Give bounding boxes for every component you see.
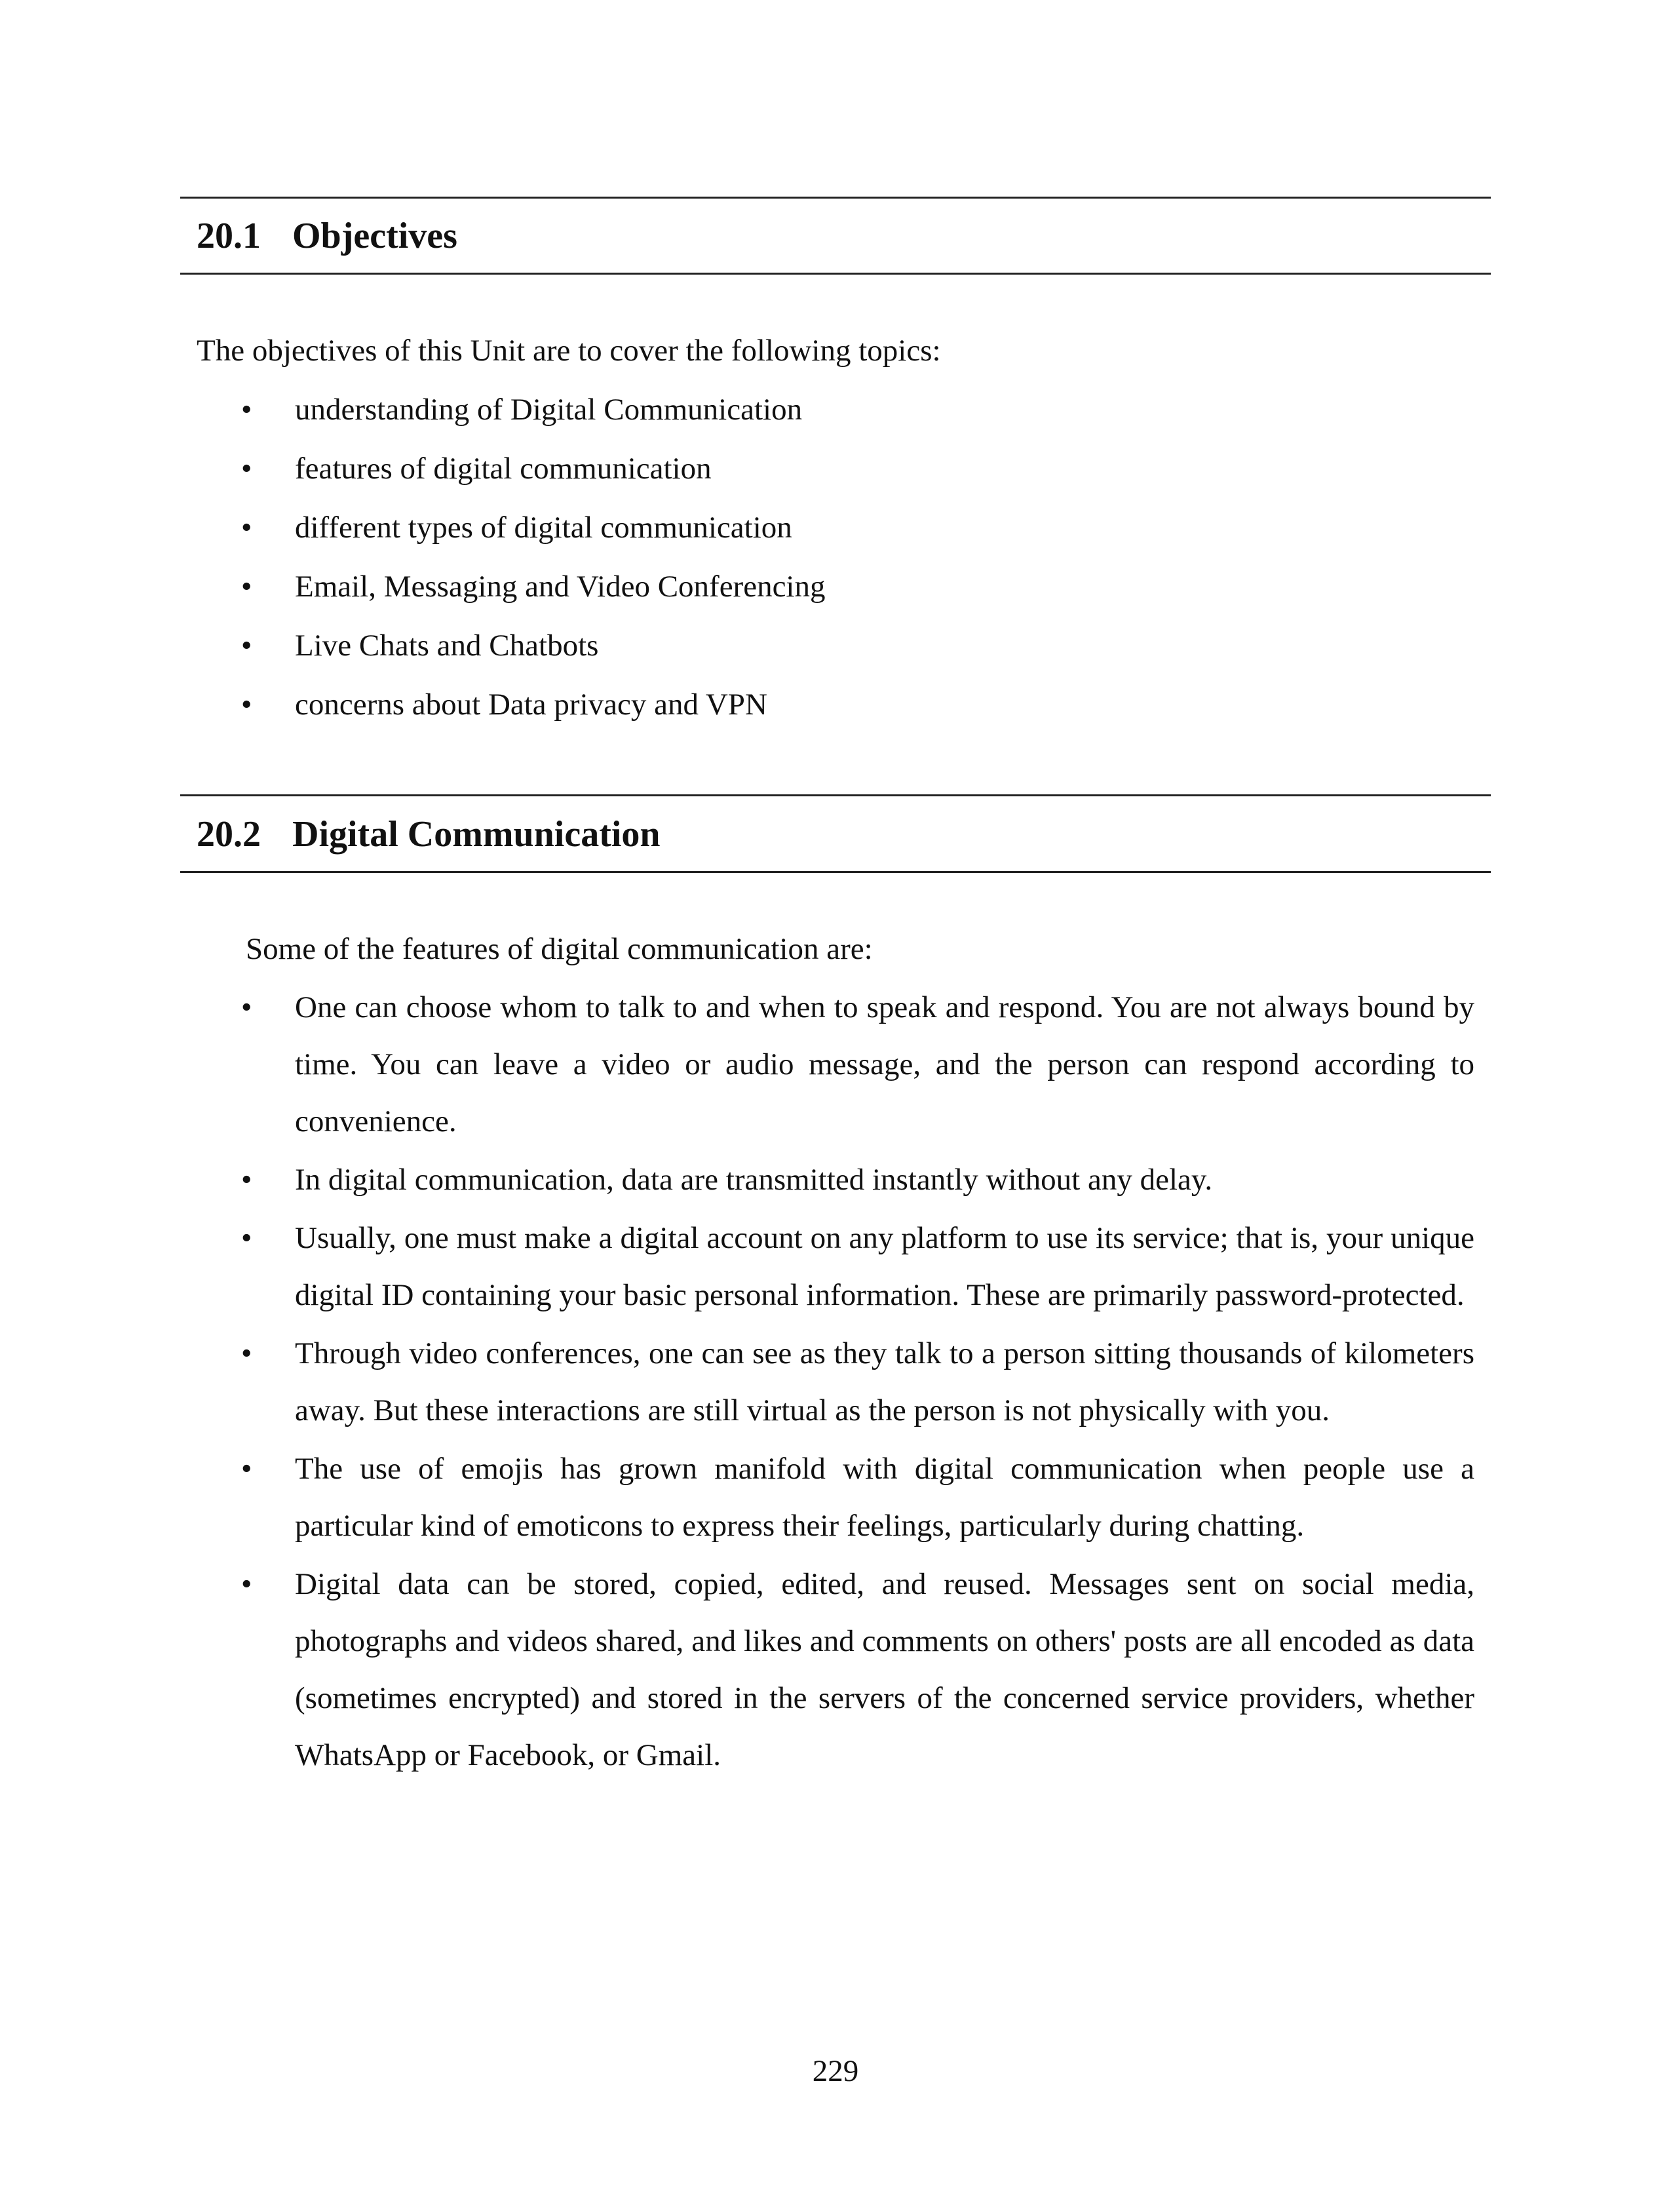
list-item-text: understanding of Digital Communication xyxy=(295,393,803,427)
section-heading-objectives xyxy=(197,213,457,259)
list-item-text: In digital communication, data are transmitted instantly without any delay. xyxy=(295,1163,1213,1197)
bullet-icon: • xyxy=(241,688,252,722)
list-item-text: The use of emojis has grown manifold with digital communication when people use a particular kind of emoticons to express their feelings, particularly during chatting. xyxy=(295,1452,1474,1543)
list-item xyxy=(0,508,826,547)
list-item xyxy=(0,979,1474,1150)
bullet-icon: • xyxy=(241,1221,252,1255)
list-item xyxy=(0,1325,1474,1439)
list-item-text: Live Chats and Chatbots xyxy=(295,629,599,663)
section-rule-bottom xyxy=(180,273,1491,275)
list-item xyxy=(0,685,826,724)
list-item-text: One can choose whom to talk to and when to speak and respond. You are not always bound by time. You can leave a video or audio message, and the person can respond according to convenience. xyxy=(295,990,1474,1138)
section-rule-bottom xyxy=(180,871,1491,873)
list-item xyxy=(0,390,826,429)
bullet-icon: • xyxy=(241,1567,252,1601)
list-item-text: Through video conferences, one can see as they talk to a person sitting thousands of kilometers away. But these interactions are still virtual as the person is not physically with you. xyxy=(295,1336,1474,1427)
list-item xyxy=(0,1210,1474,1324)
list-item-text: concerns about Data privacy and VPN xyxy=(295,688,767,722)
bullet-icon: • xyxy=(241,452,252,486)
section-rule-top xyxy=(180,197,1491,199)
list-item-text: Email, Messaging and Video Conferencing xyxy=(295,570,826,604)
features-list xyxy=(0,979,1474,1785)
features-intro: Some of the features of digital communication are: xyxy=(246,932,873,966)
list-item xyxy=(0,567,826,606)
section-rule-top xyxy=(180,794,1491,796)
list-item xyxy=(0,1152,1474,1209)
bullet-icon: • xyxy=(241,1452,252,1486)
list-item-text: features of digital communication xyxy=(295,452,712,486)
section-title: Objectives xyxy=(292,216,457,256)
list-item-text: Usually, one must make a digital account on any platform to use its service; that is, your unique digital ID containing your basic personal information. These are primarily password-protected. xyxy=(295,1221,1474,1312)
section-title: Digital Communication xyxy=(292,814,661,855)
objectives-intro: The objectives of this Unit are to cover the following topics: xyxy=(197,334,941,368)
list-item xyxy=(0,626,826,665)
bullet-icon: • xyxy=(241,1336,252,1370)
bullet-icon: • xyxy=(241,629,252,663)
bullet-icon: • xyxy=(241,990,252,1024)
objectives-list xyxy=(0,390,826,744)
bullet-icon: • xyxy=(241,393,252,427)
section-number: 20.2 xyxy=(197,814,261,855)
section-heading-digital-communication xyxy=(197,811,661,857)
bullet-icon: • xyxy=(241,570,252,604)
list-item-text: Digital data can be stored, copied, edited, and reused. Messages sent on social media, photographs and videos shared, and likes and comments on others' posts are all encoded as data (sometimes encrypted) and stored in the servers of the concerned service providers, whether WhatsApp or Facebook, or Gmail. xyxy=(295,1567,1474,1772)
section-number: 20.1 xyxy=(197,216,261,256)
bullet-icon: • xyxy=(241,1163,252,1197)
bullet-icon: • xyxy=(241,511,252,545)
page-number: 229 xyxy=(812,2054,859,2088)
list-item xyxy=(0,1556,1474,1784)
list-item xyxy=(0,1441,1474,1555)
list-item xyxy=(0,449,826,488)
list-item-text: different types of digital communication xyxy=(295,511,792,545)
